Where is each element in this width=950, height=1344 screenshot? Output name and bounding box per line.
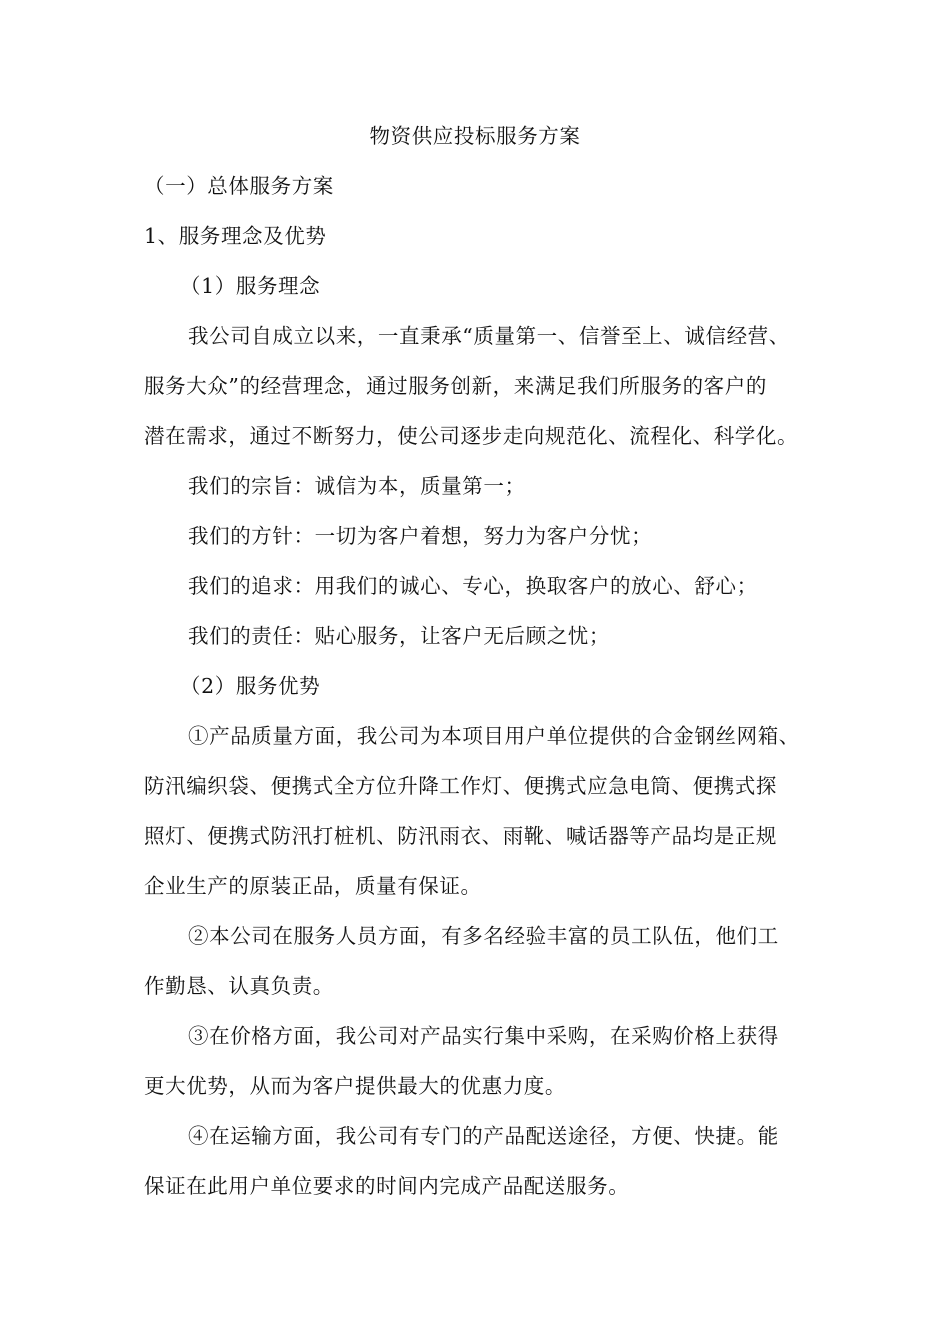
principle-purpose: 我们的宗旨：诚信为本，质量第一；: [188, 474, 526, 498]
principle-responsibility: 我们的责任：贴心服务，让客户无后顾之忧；: [188, 624, 610, 648]
advantage3-line2: 更大优势，从而为客户提供最大的优惠力度。: [144, 1074, 566, 1098]
subsection-heading: 1、服务理念及优势: [144, 224, 327, 248]
advantage4-line2: 保证在此用户单位要求的时间内完成产品配送服务。: [144, 1174, 630, 1198]
paragraph1-line2: 服务大众”的经营理念，通过服务创新，来满足我们所服务的客户的: [144, 374, 767, 398]
advantage1-line4: 企业生产的原装正品，质量有保证。: [144, 874, 482, 898]
advantage1-line2: 防汛编织袋、便携式全方位升降工作灯、便携式应急电筒、便携式探: [144, 774, 777, 798]
principle-pursuit: 我们的追求：用我们的诚心、专心，换取客户的放心、舒心；: [188, 574, 758, 598]
advantage1-line1: ①产品质量方面，我公司为本项目用户单位提供的合金钢丝网箱、: [188, 724, 800, 748]
advantage2-line2: 作勤恳、认真负责。: [144, 974, 334, 998]
advantage1-line3: 照灯、便携式防汛打桩机、防汛雨衣、雨靴、喊话器等产品均是正规: [144, 824, 777, 848]
advantage2-line1: ②本公司在服务人员方面，有多名经验丰富的员工队伍，他们工: [188, 924, 779, 948]
paragraph1-line1: 我公司自成立以来，一直秉承“质量第一、信誉至上、诚信经营、: [188, 324, 790, 348]
paragraph1-line3: 潜在需求，通过不断努力，使公司逐步走向规范化、流程化、科学化。: [144, 424, 799, 448]
part1-heading: （1）服务理念: [180, 274, 321, 298]
principle-policy: 我们的方针：一切为客户着想，努力为客户分忧；: [188, 524, 653, 548]
document-title: 物资供应投标服务方案: [369, 124, 581, 148]
advantage3-line1: ③在价格方面，我公司对产品实行集中采购，在采购价格上获得: [188, 1024, 779, 1048]
advantage4-line1: ④在运输方面，我公司有专门的产品配送途径，方便、快捷。能: [188, 1124, 779, 1148]
section-heading: （一）总体服务方案: [144, 174, 334, 198]
part2-heading: （2）服务优势: [180, 674, 321, 698]
